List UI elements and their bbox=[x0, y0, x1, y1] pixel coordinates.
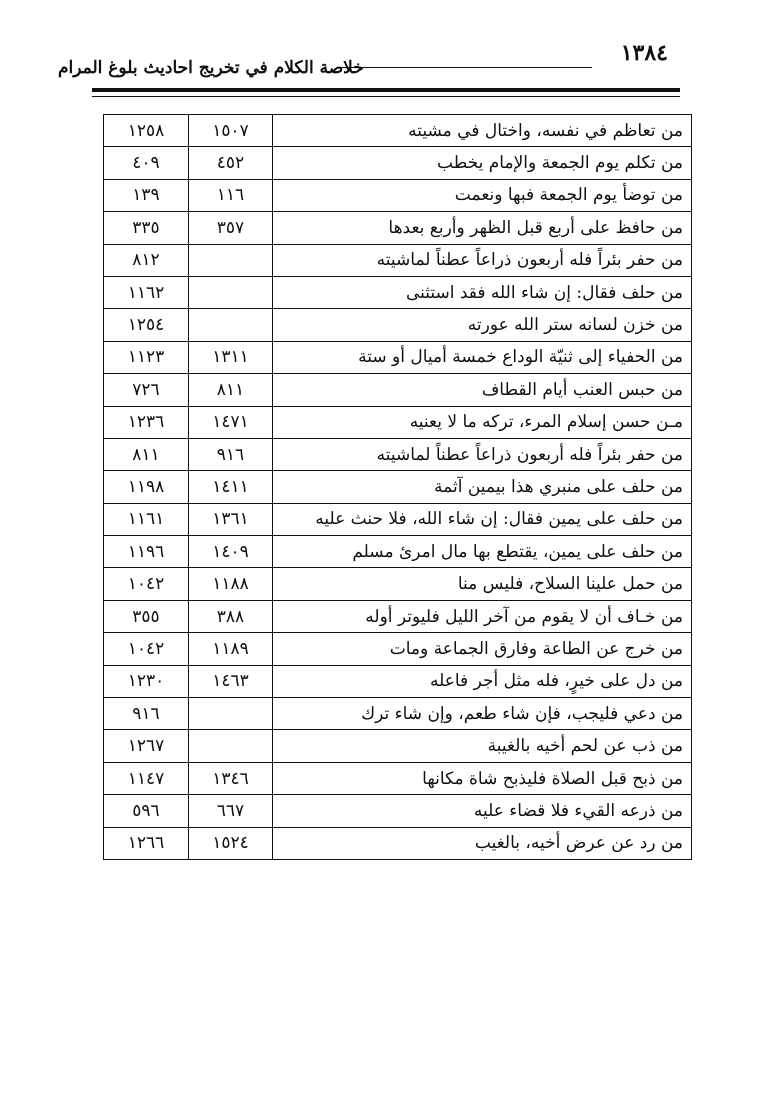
reference-number-1 bbox=[189, 244, 273, 276]
reference-number-2: ٣٥٥ bbox=[104, 600, 189, 632]
hadith-text-cell: من خـاف أن لا يقوم من آخر الليل فليوتر أوله bbox=[273, 600, 692, 632]
hadith-text-cell: من دل على خيرٍ، فله مثل أجر فاعله bbox=[273, 665, 692, 697]
reference-number-2: ١٣٩ bbox=[104, 179, 189, 211]
reference-number-2: ٨١١ bbox=[104, 438, 189, 470]
table-row bbox=[104, 115, 692, 147]
table-row bbox=[104, 374, 692, 406]
reference-number-1: ١٣١١ bbox=[189, 341, 273, 373]
reference-number-2: ١١٢٣ bbox=[104, 341, 189, 373]
table-row bbox=[104, 762, 692, 794]
table-row bbox=[104, 600, 692, 632]
reference-number-1: ٨١١ bbox=[189, 374, 273, 406]
reference-number-2: ١١٩٨ bbox=[104, 471, 189, 503]
table-row bbox=[104, 179, 692, 211]
hadith-text-cell: من حفر بئراً فله أربعون ذراعاً عطناً لماشيته bbox=[273, 244, 692, 276]
hadith-text-cell: من الحفياء إلى ثنيّة الوداع خمسة أميال أو ستة bbox=[273, 341, 692, 373]
hadith-text-cell: من حلف على يمين فقال: إن شاء الله، فلا حنث عليه bbox=[273, 503, 692, 535]
table-row bbox=[104, 633, 692, 665]
hadith-text-cell: مـن حسن إسلام المرء، تركه ما لا يعنيه bbox=[273, 406, 692, 438]
reference-number-1 bbox=[189, 730, 273, 762]
table-row bbox=[104, 568, 692, 600]
table-row bbox=[104, 665, 692, 697]
reference-number-1: ١١٨٨ bbox=[189, 568, 273, 600]
table-row bbox=[104, 341, 692, 373]
reference-number-1: ٤٥٢ bbox=[189, 147, 273, 179]
reference-number-2: ١٢٣٦ bbox=[104, 406, 189, 438]
reference-number-2: ١١٦١ bbox=[104, 503, 189, 535]
hadith-text-cell: من خزن لسانه ستر الله عورته bbox=[273, 309, 692, 341]
reference-number-2: ٤٠٩ bbox=[104, 147, 189, 179]
hadith-text-cell: من ذرعه القيء فلا قضاء عليه bbox=[273, 795, 692, 827]
reference-number-2: ١٢٦٦ bbox=[104, 827, 189, 859]
reference-number-1: ٦٦٧ bbox=[189, 795, 273, 827]
hadith-index-table bbox=[103, 114, 692, 860]
reference-number-1: ١٤٠٩ bbox=[189, 536, 273, 568]
table-row bbox=[104, 503, 692, 535]
hadith-text-cell: من دعي فليجب، فإن شاء طعم، وإن شاء ترك bbox=[273, 698, 692, 730]
reference-number-2: ١٢٥٤ bbox=[104, 309, 189, 341]
hadith-text-cell: من رد عن عرض أخيه، بالغيب bbox=[273, 827, 692, 859]
table-row bbox=[104, 471, 692, 503]
reference-number-1: ١٤٦٣ bbox=[189, 665, 273, 697]
reference-number-1: ٩١٦ bbox=[189, 438, 273, 470]
hadith-text-cell: من حلف على يمين، يقتطع بها مال امرئ مسلم bbox=[273, 536, 692, 568]
page-number: ١٣٨٤ bbox=[620, 40, 668, 66]
table-row bbox=[104, 536, 692, 568]
reference-number-2: ٥٩٦ bbox=[104, 795, 189, 827]
hadith-text-cell: من حبس العنب أيام القطاف bbox=[273, 374, 692, 406]
table-row bbox=[104, 276, 692, 308]
reference-number-1 bbox=[189, 698, 273, 730]
table-row bbox=[104, 309, 692, 341]
reference-number-2: ١٢٣٠ bbox=[104, 665, 189, 697]
hadith-text-cell: من حافظ على أربع قبل الظهر وأربع بعدها bbox=[273, 212, 692, 244]
title-dash-line bbox=[337, 67, 592, 68]
hadith-text-cell: من خرج عن الطاعة وفارق الجماعة ومات bbox=[273, 633, 692, 665]
reference-number-2: ١٢٦٧ bbox=[104, 730, 189, 762]
hadith-text-cell: من حمل علينا السلاح، فليس منا bbox=[273, 568, 692, 600]
reference-number-2: ١٠٤٢ bbox=[104, 633, 189, 665]
reference-number-2: ١١٤٧ bbox=[104, 762, 189, 794]
header-rule-thick bbox=[92, 88, 680, 92]
hadith-text-cell: من حلف فقال: إن شاء الله فقد استثنى bbox=[273, 276, 692, 308]
reference-number-1: ١٣٦١ bbox=[189, 503, 273, 535]
reference-number-2: ١١٩٦ bbox=[104, 536, 189, 568]
reference-number-1: ١١٦ bbox=[189, 179, 273, 211]
reference-number-2: ٧٢٦ bbox=[104, 374, 189, 406]
reference-number-1: ٣٨٨ bbox=[189, 600, 273, 632]
table-row bbox=[104, 438, 692, 470]
hadith-text-cell: من ذب عن لحم أخيه بالغيبة bbox=[273, 730, 692, 762]
reference-number-2: ١٢٥٨ bbox=[104, 115, 189, 147]
running-title: خلاصة الكلام في تخريج احاديث بلوغ المرام bbox=[58, 58, 364, 78]
table-row bbox=[104, 212, 692, 244]
hadith-text-cell: من تعاظم في نفسه، واختال في مشيته bbox=[273, 115, 692, 147]
table-row bbox=[104, 730, 692, 762]
table-row bbox=[104, 244, 692, 276]
reference-number-1: ١٤١١ bbox=[189, 471, 273, 503]
reference-number-1: ١٥٢٤ bbox=[189, 827, 273, 859]
reference-number-2: ٩١٦ bbox=[104, 698, 189, 730]
table-row bbox=[104, 698, 692, 730]
reference-number-1 bbox=[189, 276, 273, 308]
hadith-text-cell: من تكلم يوم الجمعة والإمام يخطب bbox=[273, 147, 692, 179]
hadith-text-cell: من ذبح قبل الصلاة فليذبح شاة مكانها bbox=[273, 762, 692, 794]
reference-number-2: ٨١٢ bbox=[104, 244, 189, 276]
hadith-text-cell: من حلف على منبري هذا بيمين آثمة bbox=[273, 471, 692, 503]
reference-number-2: ١٠٤٢ bbox=[104, 568, 189, 600]
table-row bbox=[104, 795, 692, 827]
table-row bbox=[104, 827, 692, 859]
reference-number-1: ١٤٧١ bbox=[189, 406, 273, 438]
header-rule-thin bbox=[92, 96, 680, 97]
reference-number-1: ٣٥٧ bbox=[189, 212, 273, 244]
reference-number-1: ١٣٤٦ bbox=[189, 762, 273, 794]
table-body bbox=[104, 115, 692, 860]
reference-number-2: ٣٣٥ bbox=[104, 212, 189, 244]
hadith-text-cell: من حفر بئراً فله أربعون ذراعاً عطناً لماشيته bbox=[273, 438, 692, 470]
reference-number-1: ١٥٠٧ bbox=[189, 115, 273, 147]
table-row bbox=[104, 147, 692, 179]
reference-number-2: ١١٦٢ bbox=[104, 276, 189, 308]
reference-number-1: ١١٨٩ bbox=[189, 633, 273, 665]
hadith-text-cell: من توضأ يوم الجمعة فبها ونعمت bbox=[273, 179, 692, 211]
reference-number-1 bbox=[189, 309, 273, 341]
table-row bbox=[104, 406, 692, 438]
